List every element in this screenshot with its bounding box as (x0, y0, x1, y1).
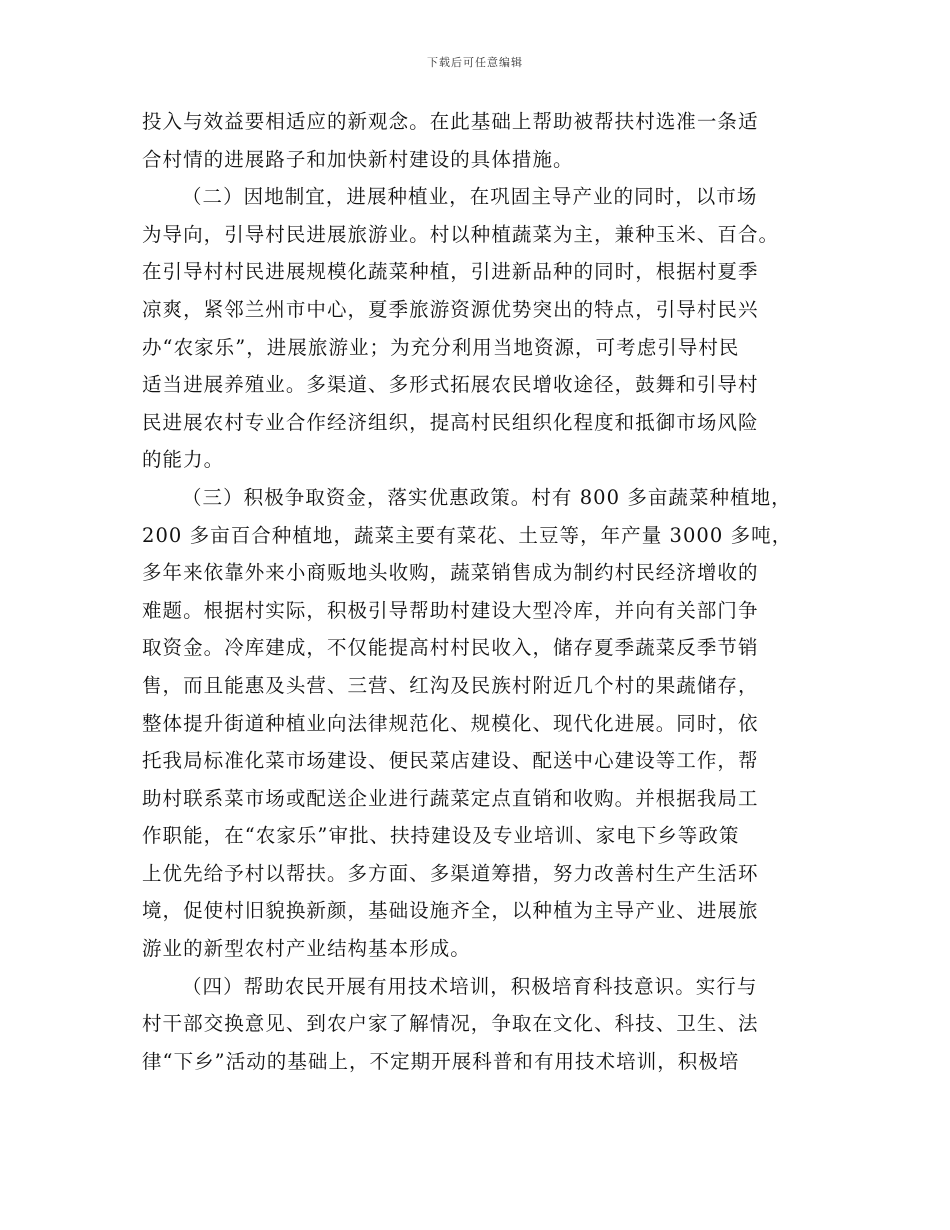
text-line: 取资金。冷库建成，不仅能提高村村民收入，储存夏季蔬菜反季节销 (142, 636, 759, 660)
text-line: 民进展农村专业合作经济组织，提高村民组织化程度和抵御市场风险 (142, 410, 759, 434)
text-line: 合村情的进展路子和加快新村建设的具体措施。 (142, 147, 574, 171)
text-line: 村干部交换意见、到农户家了解情况，争取在文化、科技、卫生、法 (142, 1012, 759, 1036)
document-body (142, 103, 802, 1080)
text-line: 的能力。 (142, 448, 225, 472)
text-line: 200 多亩百合种植地，蔬菜主要有菜花、土豆等，年产量 3000 多吨， (142, 523, 793, 547)
text-line: 投入与效益要相适应的新观念。在此基础上帮助被帮扶村选准一条适 (142, 110, 759, 133)
text-line: 为导向，引导村民进展旅游业。村以种植蔬菜为主，兼种玉米、百合。 (142, 222, 780, 246)
text-line: 售，而且能惠及头营、三营、红沟及民族村附近几个村的果蔬储存， (142, 673, 759, 697)
text-line: 上优先给予村以帮扶。多方面、多渠道筹措，努力改善村生产生活环 (142, 861, 759, 885)
text-line: 多年来依靠外来小商贩地头收购，蔬菜销售成为制约村民经济增收的 (142, 561, 759, 585)
text-line: 作职能，在“农家乐”审批、扶持建设及专业培训、家电下乡等政策 (142, 824, 740, 848)
paragraph-start-line: （二）因地制宜，进展种植业，在巩固主导产业的同时，以市场 (182, 185, 758, 209)
text-line: 办“农家乐”，进展旅游业；为充分利用当地资源，可考虑引导村民 (142, 335, 740, 359)
text-line: 适当进展养殖业。多渠道、多形式拓展农民增收途径，鼓舞和引导村 (142, 373, 759, 397)
text-line: 游业的新型农村产业结构基本形成。 (142, 937, 471, 961)
text-line: 整体提升街道种植业向法律规范化、规模化、现代化进展。同时，依 (142, 711, 759, 735)
paragraph-start-line: （四）帮助农民开展有用技术培训，积极培育科技意识。实行与 (182, 974, 758, 998)
text-line: 托我局标准化菜市场建设、便民菜店建设、配送中心建设等工作，帮 (142, 749, 759, 773)
text-line: 律“下乡”活动的基础上，不定期开展科普和有用技术培训，积极培 (142, 1049, 740, 1073)
text-line: 难题。根据村实际，积极引导帮助村建设大型冷库，并向有关部门争 (142, 598, 759, 622)
text-line: 在引导村村民进展规模化蔬菜种植，引进新品种的同时，根据村夏季 (142, 260, 759, 284)
text-line: 凉爽，紧邻兰州市中心，夏季旅游资源优势突出的特点，引导村民兴 (142, 297, 759, 321)
page-header: 下载后可任意编辑 (427, 56, 523, 69)
paragraph-start-line: （三）积极争取资金，落实优惠政策。村有 800 多亩蔬菜种植地， (182, 485, 792, 509)
text-line: 境，促使村旧貌换新颜，基础设施齐全，以种植为主导产业、进展旅 (142, 899, 759, 923)
text-line: 助村联系菜市场或配送企业进行蔬菜定点直销和收购。并根据我局工 (142, 786, 759, 810)
